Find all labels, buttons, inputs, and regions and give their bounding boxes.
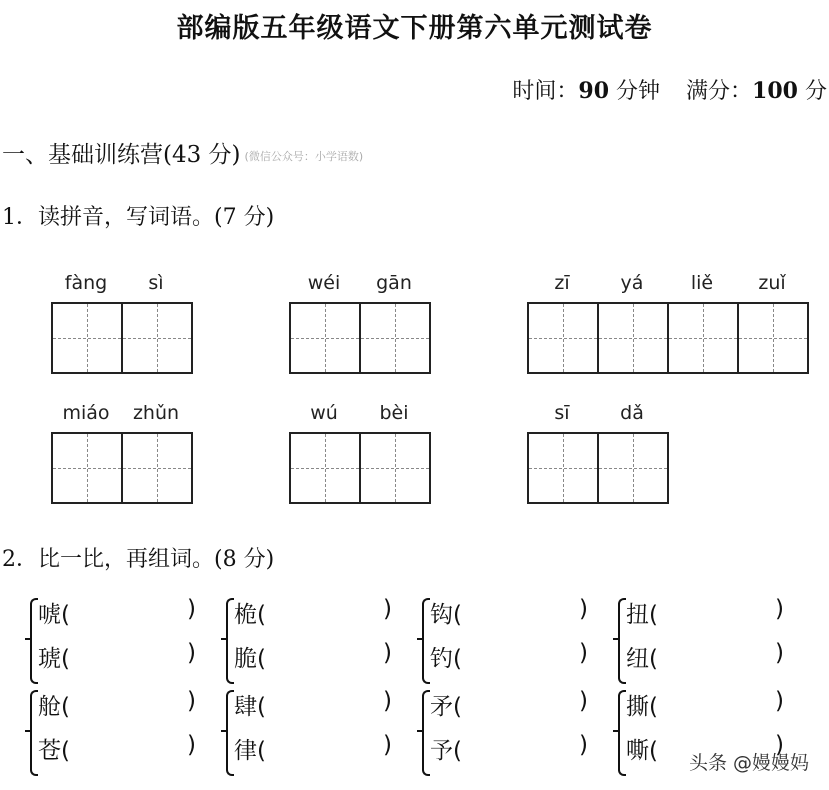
word-blank[interactable]: 桅(: [234, 602, 266, 628]
char-pair: 舱( ) 苍( ): [30, 686, 200, 776]
time-info: 时间：90 分钟: [512, 78, 661, 104]
writing-cell[interactable]: [737, 304, 807, 372]
pinyin-group: wéi gān: [289, 272, 431, 374]
word-blank[interactable]: 琥(: [38, 646, 70, 672]
writing-cell[interactable]: [359, 304, 429, 372]
word-blank[interactable]: 钩(: [430, 602, 462, 628]
writing-cell[interactable]: [529, 434, 597, 502]
watermark: 头条 @嫚嫚妈: [688, 752, 809, 774]
score-info: 满分：100 分: [686, 78, 827, 104]
writing-cell[interactable]: [291, 434, 359, 502]
word-blank[interactable]: 嘶(: [626, 738, 658, 764]
section-note: (微信公众号：小学语数): [244, 150, 364, 163]
char-pair: 钩( ) 钓( ): [422, 594, 592, 684]
writing-cell[interactable]: [291, 304, 359, 372]
question-2-prompt: 2．比一比，再组词。(8 分): [2, 547, 275, 572]
brace-icon: [618, 690, 626, 776]
word-blank[interactable]: 撕(: [626, 694, 658, 720]
writing-cell[interactable]: [53, 304, 121, 372]
brace-icon: [30, 598, 38, 684]
word-blank[interactable]: 矛(: [430, 694, 462, 720]
char-pair: 桅( ) 脆( ): [226, 594, 396, 684]
word-blank[interactable]: 肆(: [234, 694, 266, 720]
char-pair: 撕( ) 嘶( ): [618, 686, 788, 776]
char-pair: 唬( ) 琥( ): [30, 594, 200, 684]
pinyin-group: wú bèi: [289, 402, 431, 504]
writing-cell[interactable]: [597, 434, 667, 502]
char-pair: 矛( ) 予( ): [422, 686, 592, 776]
char-pair: 扭( ) 纽( ): [618, 594, 788, 684]
brace-icon: [30, 690, 38, 776]
pinyin-group: miáo zhǔn: [51, 402, 193, 504]
writing-cell[interactable]: [529, 304, 597, 372]
brace-icon: [422, 690, 430, 776]
word-blank[interactable]: 舱(: [38, 694, 70, 720]
word-blank[interactable]: 予(: [430, 738, 462, 764]
brace-icon: [618, 598, 626, 684]
pinyin-group: fàng sì: [51, 272, 193, 374]
question-1-prompt: 1．读拼音，写词语。(7 分): [2, 205, 275, 230]
writing-cell[interactable]: [121, 434, 191, 502]
writing-cell[interactable]: [53, 434, 121, 502]
word-blank[interactable]: 脆(: [234, 646, 266, 672]
writing-cell[interactable]: [667, 304, 737, 372]
writing-cell[interactable]: [597, 304, 667, 372]
char-pair: 肆( ) 律( ): [226, 686, 396, 776]
pinyin-group: sī dǎ: [527, 402, 669, 504]
word-blank[interactable]: 律(: [234, 738, 266, 764]
exam-meta: [512, 74, 827, 105]
word-blank[interactable]: 纽(: [626, 646, 658, 672]
writing-cell[interactable]: [359, 434, 429, 502]
page-title: 部编版五年级语文下册第六单元测试卷: [176, 13, 653, 44]
word-blank[interactable]: 扭(: [626, 602, 658, 628]
writing-cell[interactable]: [121, 304, 191, 372]
word-blank[interactable]: 苍(: [38, 738, 70, 764]
brace-icon: [226, 690, 234, 776]
word-blank[interactable]: 钓(: [430, 646, 462, 672]
brace-icon: [226, 598, 234, 684]
brace-icon: [422, 598, 430, 684]
section-heading: 一、基础训练营(43 分) (微信公众号：小学语数): [2, 142, 364, 168]
word-blank[interactable]: 唬(: [38, 602, 70, 628]
pinyin-group: zī yá liě zuǐ: [527, 272, 809, 374]
